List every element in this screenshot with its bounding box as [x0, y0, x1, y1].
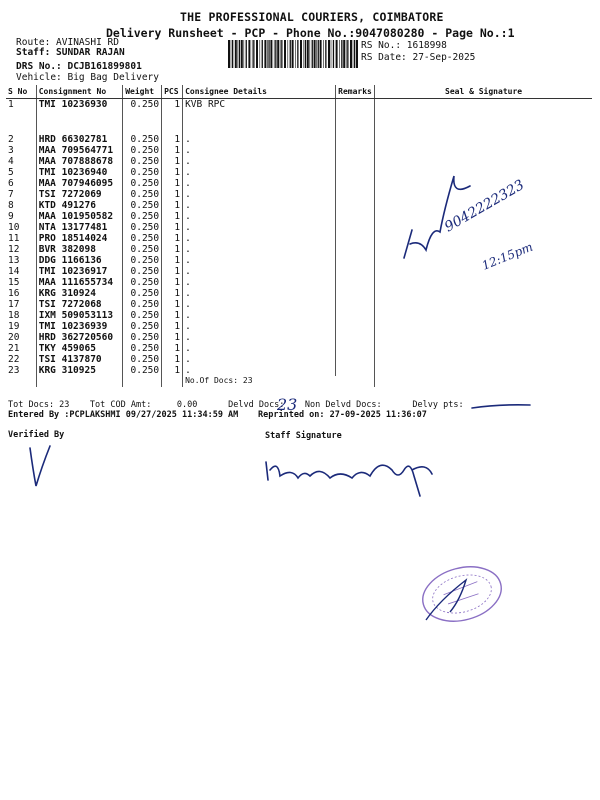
row-consignment: MAA 707946095 [36, 178, 122, 189]
verified-check-icon [30, 446, 50, 486]
row-seal [375, 99, 592, 388]
row-remarks [336, 200, 375, 211]
rs-date: RS Date: 27-Sep-2025 [361, 52, 476, 63]
time-handwriting: 12:15pm [479, 239, 535, 273]
row-consignment: IXM 509053113 [36, 310, 122, 321]
staff-signature-icon [266, 462, 432, 496]
row-weight: 0.250 [123, 178, 162, 189]
phone-handwriting: 9042222323 [442, 177, 528, 236]
row-pcs: 1 [162, 167, 183, 178]
row-weight: 0.250 [123, 167, 162, 178]
row-remarks [336, 99, 375, 135]
row-sno: 15 [8, 277, 20, 288]
row-remarks [336, 354, 375, 365]
row-remarks [336, 211, 375, 222]
row-remarks [336, 156, 375, 167]
row-sno: 23 [8, 365, 20, 376]
no-of-docs: No.Of Docs: 23 [183, 376, 375, 387]
row-sno: 7 [8, 189, 14, 200]
row-pcs: 1 [162, 354, 183, 365]
row-pcs: 1 [162, 233, 183, 244]
row-consignee: . [183, 255, 336, 266]
cod-value: 0.00 [176, 400, 198, 410]
row-consignment: PRO 18514024 [36, 233, 122, 244]
row-pcs: 1 [162, 277, 183, 288]
row-remarks [336, 332, 375, 343]
row-consignee: . [183, 222, 336, 233]
row-pcs: 1 [162, 288, 183, 299]
row-remarks [336, 145, 375, 156]
row-pcs: 1 [162, 178, 183, 189]
row-weight: 0.250 [123, 233, 162, 244]
row-consignment: TMI 10236940 [36, 167, 122, 178]
row-sno: 14 [8, 266, 20, 277]
row-remarks [336, 310, 375, 321]
row-pcs: 1 [162, 211, 183, 222]
row-pcs: 1 [162, 156, 183, 167]
row-consignment: TKY 459065 [36, 343, 122, 354]
row-pcs: 1 [162, 189, 183, 200]
row-sno: 3 [8, 145, 14, 156]
row-consignment: KRG 310925 [36, 365, 122, 376]
row-remarks [336, 299, 375, 310]
row-pcs: 1 [162, 200, 183, 211]
row-remarks [336, 255, 375, 266]
row-consignee: . [183, 343, 336, 354]
row-consignment: MAA 707888678 [36, 156, 122, 167]
row-consignment: HRD 66302781 [36, 134, 122, 145]
row-weight: 0.250 [123, 156, 162, 167]
row-weight: 0.250 [123, 222, 162, 233]
row-weight: 0.250 [123, 343, 162, 354]
row-consignee: . [183, 288, 336, 299]
row-pcs: 1 [162, 266, 183, 277]
row-sno: 18 [8, 310, 20, 321]
row-consignee: . [183, 277, 336, 288]
col-consignment: Consignment No [36, 85, 122, 99]
col-consignee: Consignee Details [183, 85, 336, 99]
tot-docs: Tot Docs: 23 [8, 400, 70, 410]
row-weight: 0.250 [123, 354, 162, 365]
row-consignment: TMI 10236930 [36, 99, 122, 135]
table-row [6, 99, 592, 135]
row-consignment: TMI 10236939 [36, 321, 122, 332]
row-sno: 17 [8, 299, 20, 310]
row-pcs: 1 [162, 244, 183, 255]
row-weight: 0.250 [123, 288, 162, 299]
reprinted-on: Reprinted on: 27-09-2025 11:36:07 [258, 410, 427, 420]
barcode-image [228, 40, 358, 68]
row-remarks [336, 222, 375, 233]
row-remarks [336, 321, 375, 332]
row-consignment: NTA 13177481 [36, 222, 122, 233]
table-header-row [6, 85, 592, 99]
row-sno: 21 [8, 343, 20, 354]
row-remarks [336, 365, 375, 376]
rs-number: RS No.: 1618998 [361, 40, 447, 51]
row-weight: 0.250 [123, 299, 162, 310]
row-consignee: . [183, 167, 336, 178]
row-weight: 0.250 [123, 310, 162, 321]
row-sno: 10 [8, 222, 20, 233]
row-remarks [336, 277, 375, 288]
row-consignee: . [183, 200, 336, 211]
row-sno: 11 [8, 233, 20, 244]
row-pcs: 1 [162, 310, 183, 321]
row-pcs: 1 [162, 321, 183, 332]
row-pcs: 1 [162, 134, 183, 145]
row-remarks [336, 343, 375, 354]
row-consignee: . [183, 354, 336, 365]
row-consignment: KTD 491276 [36, 200, 122, 211]
row-remarks [336, 167, 375, 178]
delivered-count-handwriting: 23 [277, 395, 298, 414]
row-sno: 8 [8, 200, 14, 211]
row-sno: 13 [8, 255, 20, 266]
col-seal: Seal & Signature [375, 85, 592, 99]
row-pcs: 1 [162, 99, 183, 135]
blank-cell [123, 376, 162, 387]
row-consignment: MAA 709564771 [36, 145, 122, 156]
col-pcs: PCS [162, 85, 183, 99]
drs-number: DRS No.: DCJB161899801 [16, 61, 142, 72]
row-consignment: TSI 7272069 [36, 189, 122, 200]
row-consignee: . [183, 266, 336, 277]
row-consignment: TSI 4137870 [36, 354, 122, 365]
row-remarks [336, 178, 375, 189]
row-consignee: . [183, 332, 336, 343]
row-remarks [336, 134, 375, 145]
vehicle-label: Vehicle: Big Bag Delivery [16, 72, 159, 83]
delvy-pts: Delvy pts: [412, 400, 464, 410]
row-sno: 4 [8, 156, 14, 167]
blank-cell [162, 376, 183, 387]
row-consignee: . [183, 189, 336, 200]
row-weight: 0.250 [123, 277, 162, 288]
row-weight: 0.250 [123, 255, 162, 266]
row-remarks [336, 233, 375, 244]
row-pcs: 1 [162, 332, 183, 343]
row-sno: 5 [8, 167, 14, 178]
runsheet-title: Delivery Runsheet - PCP - Phone No.:9047080280 - Page No.:1 [106, 26, 515, 40]
non-delvd-docs: Non Delvd Docs: [304, 400, 382, 410]
delvd-docs: Delvd Docs: [228, 400, 285, 410]
verified-by-label: Verified By [8, 430, 65, 440]
row-remarks [336, 288, 375, 299]
row-consignment: TMI 10236917 [36, 266, 122, 277]
row-consignee: . [183, 299, 336, 310]
row-consignee: . [183, 233, 336, 244]
row-consignee: KVB RPC [183, 99, 336, 135]
row-weight: 0.250 [123, 200, 162, 211]
row-consignment: DDG 1166136 [36, 255, 122, 266]
row-sno: 16 [8, 288, 20, 299]
stamp-icon [417, 559, 508, 630]
entered-by: Entered By :PCPLAKSHMI 09/27/2025 11:34:59 AM [8, 410, 239, 420]
row-pcs: 1 [162, 299, 183, 310]
row-consignment: HRD 362720560 [36, 332, 122, 343]
row-consignee: . [183, 365, 336, 376]
row-consignee: . [183, 156, 336, 167]
row-sno: 9 [8, 211, 14, 222]
runsheet-table [6, 85, 592, 387]
row-weight: 0.250 [123, 365, 162, 376]
row-weight: 0.250 [123, 321, 162, 332]
row-sno: 12 [8, 244, 20, 255]
row-consignee: . [183, 211, 336, 222]
row-weight: 0.250 [123, 244, 162, 255]
row-consignee: . [183, 145, 336, 156]
row-weight: 0.250 [123, 134, 162, 145]
row-remarks [336, 266, 375, 277]
row-consignment: MAA 111655734 [36, 277, 122, 288]
blank-cell [36, 376, 122, 387]
route-label: Route: AVINASHI RD [16, 37, 119, 48]
row-pcs: 1 [162, 222, 183, 233]
blank-cell [6, 376, 36, 387]
row-sno: 20 [8, 332, 20, 343]
row-weight: 0.250 [123, 266, 162, 277]
row-consignee: . [183, 321, 336, 332]
col-sno: S No [6, 85, 36, 99]
staff-signature-label: Staff Signature [265, 431, 342, 441]
row-sno: 22 [8, 354, 20, 365]
row-weight: 0.250 [123, 99, 162, 135]
totals-line [8, 400, 464, 410]
row-consignment: KRG 310924 [36, 288, 122, 299]
row-consignee: . [183, 310, 336, 321]
row-weight: 0.250 [123, 211, 162, 222]
row-pcs: 1 [162, 255, 183, 266]
col-remarks: Remarks [336, 85, 375, 99]
row-consignee: . [183, 244, 336, 255]
row-weight: 0.250 [123, 332, 162, 343]
row-sno: 6 [8, 178, 14, 189]
row-weight: 0.250 [123, 189, 162, 200]
row-consignment: MAA 101950582 [36, 211, 122, 222]
row-pcs: 1 [162, 343, 183, 354]
row-sno: 19 [8, 321, 20, 332]
row-consignment: TSI 7272068 [36, 299, 122, 310]
company-title: THE PROFESSIONAL COURIERS, COIMBATORE [180, 10, 444, 24]
row-sno: 1 [8, 99, 14, 110]
row-weight: 0.250 [123, 145, 162, 156]
staff-label: Staff: SUNDAR RAJAN [16, 47, 125, 58]
row-remarks [336, 244, 375, 255]
row-pcs: 1 [162, 145, 183, 156]
row-consignee: . [183, 134, 336, 145]
row-sno: 2 [8, 134, 14, 145]
row-pcs: 1 [162, 365, 183, 376]
row-consignment: BVR 382098 [36, 244, 122, 255]
tot-cod: Tot COD Amt: [89, 400, 152, 410]
row-remarks [336, 189, 375, 200]
col-weight: Weight [123, 85, 162, 99]
row-consignee: . [183, 178, 336, 189]
